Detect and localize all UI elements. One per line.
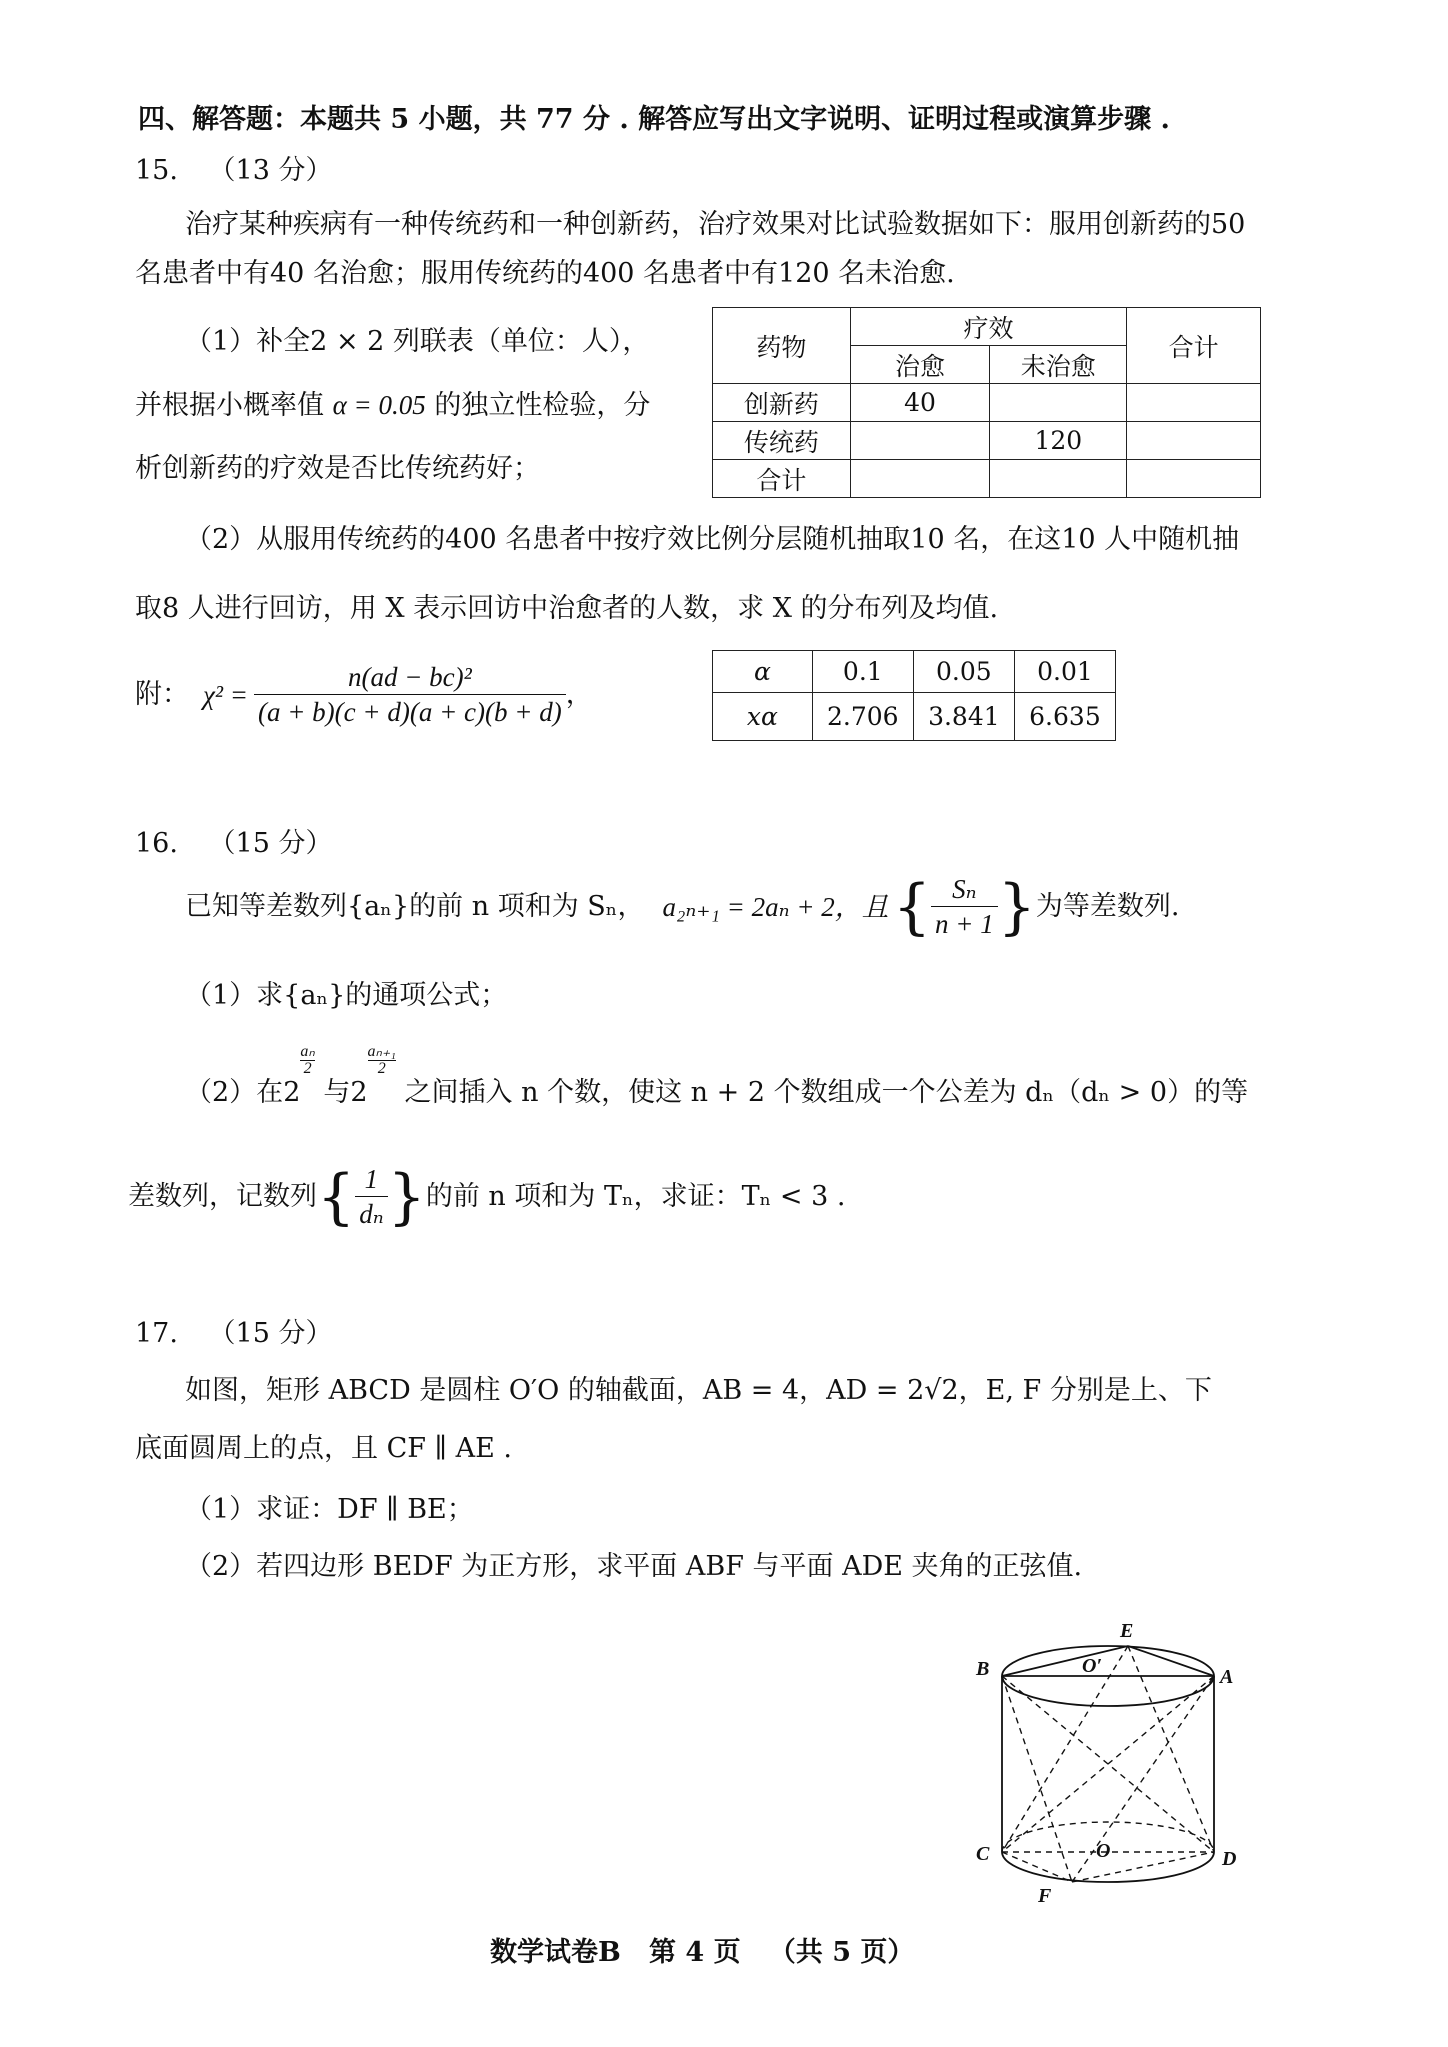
alpha-cell: 0.1 (812, 651, 913, 693)
x-alpha-label: xα (713, 693, 813, 741)
segment-be (1002, 1646, 1128, 1676)
q15-intro-line1: 治疗某种疾病有一种传统药和一种创新药，治疗效果对比试验数据如下：服用创新药的50 (185, 209, 1246, 240)
appendix-label: 附： (135, 678, 189, 710)
alpha-cell: 0.05 (913, 651, 1014, 693)
right-brace: } (997, 871, 1036, 942)
cylinder-figure (920, 1595, 1260, 1915)
q15-part1-text-b: 的独立性检验，分 (434, 390, 651, 421)
power-exp-1 (300, 1044, 314, 1077)
q16-frac-den: n + 1 (931, 906, 998, 941)
q15-part1-text-a: 并根据小概率值 (135, 390, 324, 421)
cell-cured (850, 422, 990, 460)
label-f: F (1038, 1885, 1052, 1907)
q16-reciprocal-fraction (355, 1162, 387, 1231)
power-base-1: 2 (283, 1077, 301, 1108)
q16-frac-num: Sₙ (952, 874, 977, 904)
cell-cured (850, 460, 990, 498)
q17-part2: （2）若四边形 BEDF 为正方形，求平面 ABF 与平面 ADE 夹角的正弦值. (185, 1551, 1083, 1582)
row-label: 创新药 (713, 384, 851, 422)
segment-fa (1072, 1676, 1214, 1882)
row-label: 传统药 (713, 422, 851, 460)
table-row (713, 384, 1261, 422)
q16-part2-line2-a: 差数列，记数列 (128, 1180, 317, 1212)
exp2-den: 2 (368, 1060, 396, 1077)
q15-number: 15. (135, 155, 178, 186)
page-footer: 数学试卷B 第 4 页 （共 5 页） (490, 1937, 915, 1968)
segment-ec (1002, 1646, 1128, 1852)
contingency-table (712, 307, 1261, 498)
q17-header (135, 1317, 333, 1351)
left-brace: { (317, 1161, 356, 1232)
formula-fraction (254, 660, 566, 729)
formula-numerator: n(ad − bc)² (347, 662, 472, 692)
table-row (713, 693, 1116, 741)
q16-part2-line2 (128, 1162, 845, 1231)
section-heading: 四、解答题：本题共 5 小题，共 77 分 . 解答应写出文字说明、证明过程或演算步骤 . (138, 104, 1170, 135)
q16-number: 16. (135, 828, 178, 859)
cell-uncured (990, 460, 1127, 498)
cell-total (1127, 422, 1261, 460)
q16-part2-b: 之间插入 n 个数，使这 n + 2 个数组成一个公差为 dₙ（dₙ > 0）的等 (404, 1077, 1249, 1108)
alpha-cell: 0.01 (1014, 651, 1115, 693)
q15-part2-line2: 取8 人进行回访，用 X 表示回访中治愈者的人数，求 X 的分布列及均值. (135, 593, 999, 624)
label-c: C (976, 1843, 990, 1865)
table-row (713, 651, 1116, 693)
table-row (713, 422, 1261, 460)
q16-stmt-b: a₂ₙ₊₁ = 2aₙ + 2，且 (662, 891, 889, 922)
q16-points: （15 分） (208, 828, 333, 859)
segment-bf (1002, 1676, 1072, 1882)
exp2-num: aₙ₊₁ (367, 1043, 396, 1060)
chi-square-formula (135, 660, 593, 729)
alpha-label: α (713, 651, 813, 693)
q17-number: 17. (135, 1318, 178, 1349)
critical-value-table (712, 650, 1116, 741)
label-d: D (1222, 1848, 1237, 1870)
q16-part2-mid: 与 (323, 1077, 351, 1108)
row-label: 合计 (713, 460, 851, 498)
q16-part2-a: （2）在 (185, 1077, 284, 1108)
segment-ed (1128, 1646, 1214, 1852)
label-a: A (1220, 1666, 1234, 1688)
cell-total (1127, 460, 1261, 498)
q15-header (135, 154, 333, 188)
q17-line1: 如图，矩形 ABCD 是圆柱 O′O 的轴截面，AB = 4，AD = 2√2，E, F 分别是上、下 (185, 1375, 1212, 1406)
cell-total (1127, 384, 1261, 422)
header-uncured: 未治愈 (990, 346, 1127, 384)
exp1-num: aₙ (300, 1043, 315, 1060)
q17-points: （15 分） (208, 1318, 333, 1349)
segment-fd (1072, 1852, 1214, 1882)
reciprocal-den: dₙ (355, 1196, 387, 1231)
formula-tail: ， (565, 678, 593, 710)
q16-stmt-a: 已知等差数列{aₙ}的前 n 项和为 Sₙ， (185, 890, 645, 922)
q15-part1-line3: 析创新药的疗效是否比传统药好； (135, 453, 540, 484)
header-total: 合计 (1127, 308, 1261, 384)
x-alpha-cell: 6.635 (1014, 693, 1115, 741)
cell-uncured: 120 (990, 422, 1127, 460)
q16-stmt-c: 为等差数列. (1035, 890, 1180, 922)
q15-alpha-value: α = 0.05 (332, 390, 426, 420)
reciprocal-num: 1 (364, 1164, 379, 1194)
power-base-2: 2 (350, 1077, 368, 1108)
q15-intro-line2: 名患者中有40 名治愈；服用传统药的400 名患者中有120 名未治愈. (135, 258, 955, 289)
header-drug: 药物 (713, 308, 851, 384)
segment-cf (1002, 1852, 1072, 1882)
header-cured: 治愈 (850, 346, 990, 384)
q15-points: （13 分） (208, 155, 333, 186)
q16-part1: （1）求{aₙ}的通项公式； (185, 980, 508, 1011)
x-alpha-cell: 2.706 (812, 693, 913, 741)
header-effect: 疗效 (850, 308, 1127, 346)
formula-denominator: (a + b)(c + d)(a + c)(b + d) (254, 694, 566, 729)
q16-header (135, 827, 333, 861)
table-row (713, 460, 1261, 498)
q15-part1-line2 (135, 388, 650, 423)
q15-part1-line1: （1）补全2 × 2 列联表（单位：人）， (185, 326, 650, 357)
right-brace: } (387, 1161, 426, 1232)
label-e: E (1120, 1620, 1134, 1642)
label-o: O (1096, 1840, 1111, 1862)
label-b: B (976, 1658, 990, 1680)
q17-line2: 底面圆周上的点，且 CF ∥ AE . (135, 1433, 512, 1464)
cell-cured: 40 (850, 384, 990, 422)
power-exp-2 (368, 1044, 396, 1077)
q16-stmt-fraction (931, 872, 998, 941)
q15-part2-line1: （2）从服用传统药的400 名患者中按疗效比例分层随机抽取10 名，在这10 人中随机抽 (185, 524, 1240, 555)
left-brace: { (892, 871, 931, 942)
q17-part1: （1）求证：DF ∥ BE； (185, 1494, 474, 1525)
label-o1: O′ (1082, 1655, 1103, 1677)
cell-uncured (990, 384, 1127, 422)
q16-statement (185, 872, 1180, 941)
x-alpha-cell: 3.841 (913, 693, 1014, 741)
exp1-den: 2 (300, 1060, 314, 1077)
q16-part2-line2-b: 的前 n 项和为 Tₙ，求证：Tₙ < 3 . (425, 1180, 846, 1212)
formula-lhs: χ² = (203, 679, 248, 710)
q16-part2-line1 (185, 1043, 1249, 1110)
